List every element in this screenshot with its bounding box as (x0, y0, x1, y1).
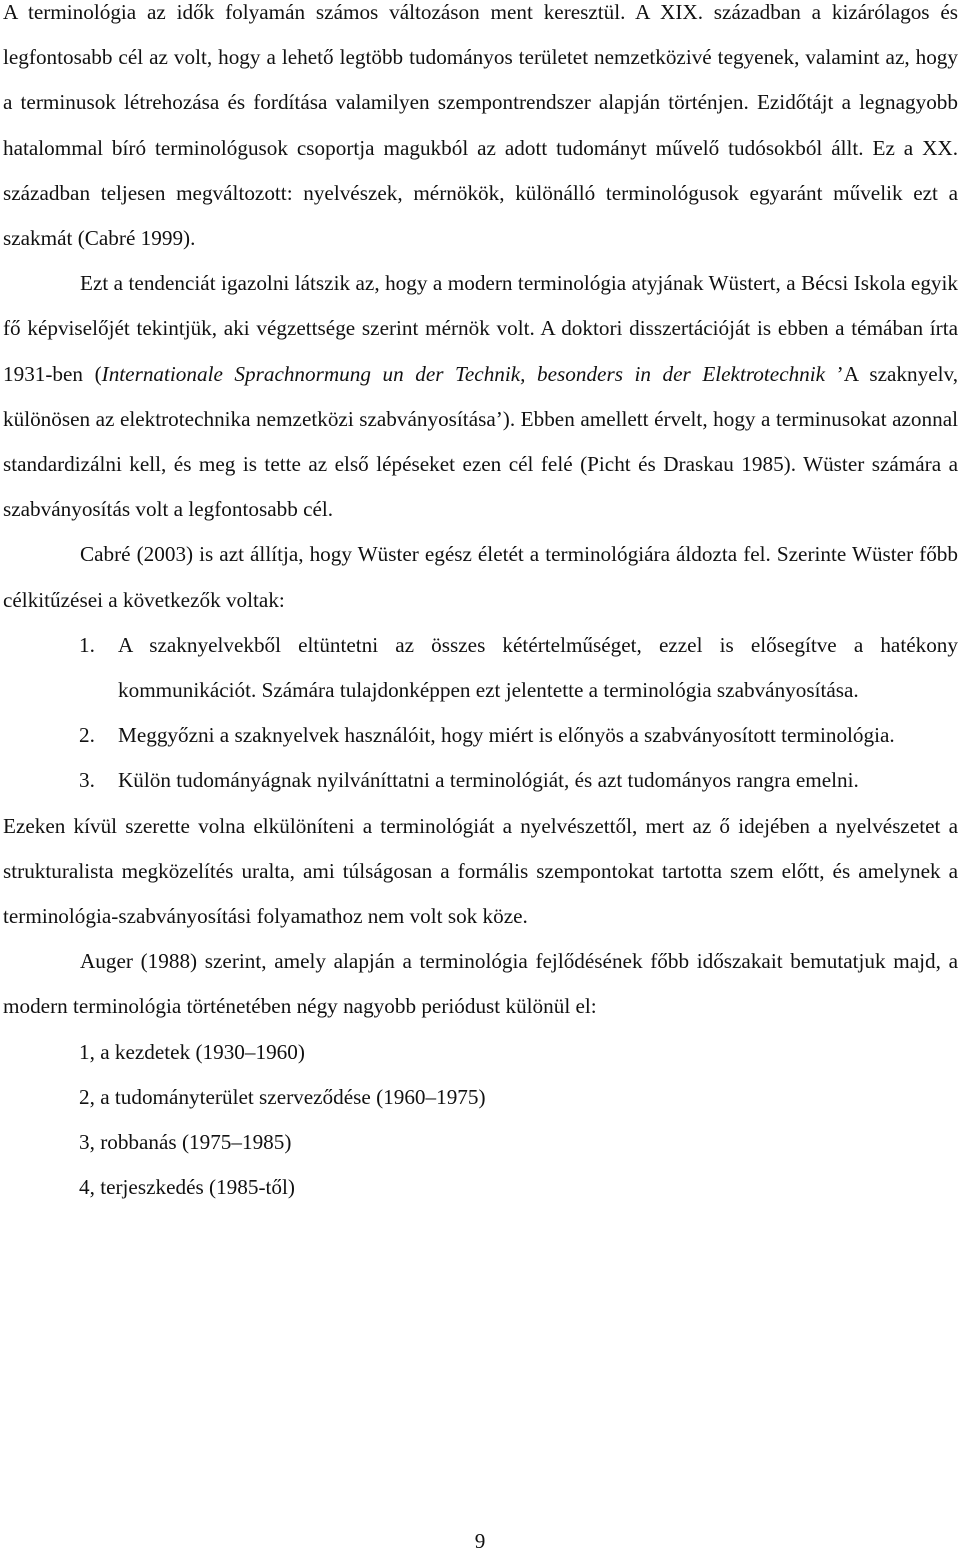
goal-text: Külön tudományágnak nyilváníttatni a terminológiát, és azt tudományos rangra emelni. (118, 768, 859, 793)
goals-list (3, 623, 958, 804)
body-text (3, 0, 958, 1210)
page-number: 9 (474, 1529, 486, 1553)
period-item: 4, terjeszkedés (1985-től) (79, 1175, 295, 1200)
dissertation-title: Internationale Sprachnormung un der Technik, besonders in der Elektrotechnik (101, 361, 826, 386)
paragraph-wuster (3, 261, 958, 532)
goal-item (3, 713, 958, 758)
periods-list (3, 1030, 958, 1211)
goal-text: A szaknyelvekből eltüntetni az összes kétértelműséget, ezzel is elősegítve a hatékony kommunikációt. Számára tulajdonképpen ezt jelentette a terminológia szabványosítása. (118, 632, 958, 703)
goal-text: Meggyőzni a szaknyelvek használóit, hogy miért is előnyös a szabványosított terminológia. (118, 723, 895, 748)
paragraph-cabre: Cabré (2003) is azt állítja, hogy Wüster egész életét a terminológiára áldozta fel. Szerinte Wüster főbb célkitűzései a következők voltak: (3, 542, 958, 612)
paragraph-wuster-start: Ezt a tendenciát igazolni látszik az, hogy a modern terminológia atyjának Wüstert, a Bécsi Iskola egyik fő képviselőjét tekintjük, aki végzettsége szerint mérnök volt. A doktori disszertációját is ebben a témában írta 1931-ben ( (3, 271, 958, 386)
paragraph-terminology-history: A terminológia az idők folyamán számos változáson ment keresztül. A XIX. században a kizárólagos és legfontosabb cél az volt, hogy a lehető legtöbb tudományos területet nemzetközivé tegyenek, valamint az, hogy a terminusok létrehozása és fordítása valamilyen szempontrendszer alapján történjen. Ezidőtájt a legnagyobb hatalommal bíró terminológusok csoportja magukból az adott tudományt művelő tudósokból állt. Ez a XX. században teljesen megváltozott: nyelvészek, mérnökök, különálló terminológusok egyaránt művelik ezt a szakmát (Cabré 1999). (3, 0, 958, 251)
goal-number: 3. (79, 768, 95, 793)
paragraph-linguistics: Ezeken kívül szerette volna elkülöníteni a terminológiát a nyelvészettől, mert az ő idejében a nyelvészetet a strukturalista megközelítés uralta, ami túlságosan a formális szempontokat tartotta szem előtt, és amelynek a terminológia-szabványosítási folyamathoz nem volt sok köze. (3, 813, 958, 929)
period-item: 1, a kezdetek (1930–1960) (79, 1039, 305, 1064)
paragraph-wuster-end: ’A szaknyelv, különösen az elektrotechnika nemzetközi szabványosítása’). Ebben amellett érvelt, hogy a terminusokat azonnal standardizálni kell, és meg is tette az első lépéseket ezen cél felé (Picht és Draskau 1985). Wüster számára a szabványosítás volt a legfontosabb cél. (3, 361, 959, 522)
goal-number: 2. (79, 723, 95, 748)
goal-item (3, 758, 958, 803)
goal-item (3, 623, 958, 713)
paragraph-auger: Auger (1988) szerint, amely alapján a terminológia fejlődésének főbb időszakait bemutatjuk majd, a modern terminológia történetében négy nagyobb periódust különül el: (3, 949, 958, 1019)
period-item: 2, a tudományterület szerveződése (1960–1975) (79, 1084, 486, 1109)
period-item: 3, robbanás (1975–1985) (79, 1130, 292, 1155)
goal-number: 1. (79, 632, 95, 657)
